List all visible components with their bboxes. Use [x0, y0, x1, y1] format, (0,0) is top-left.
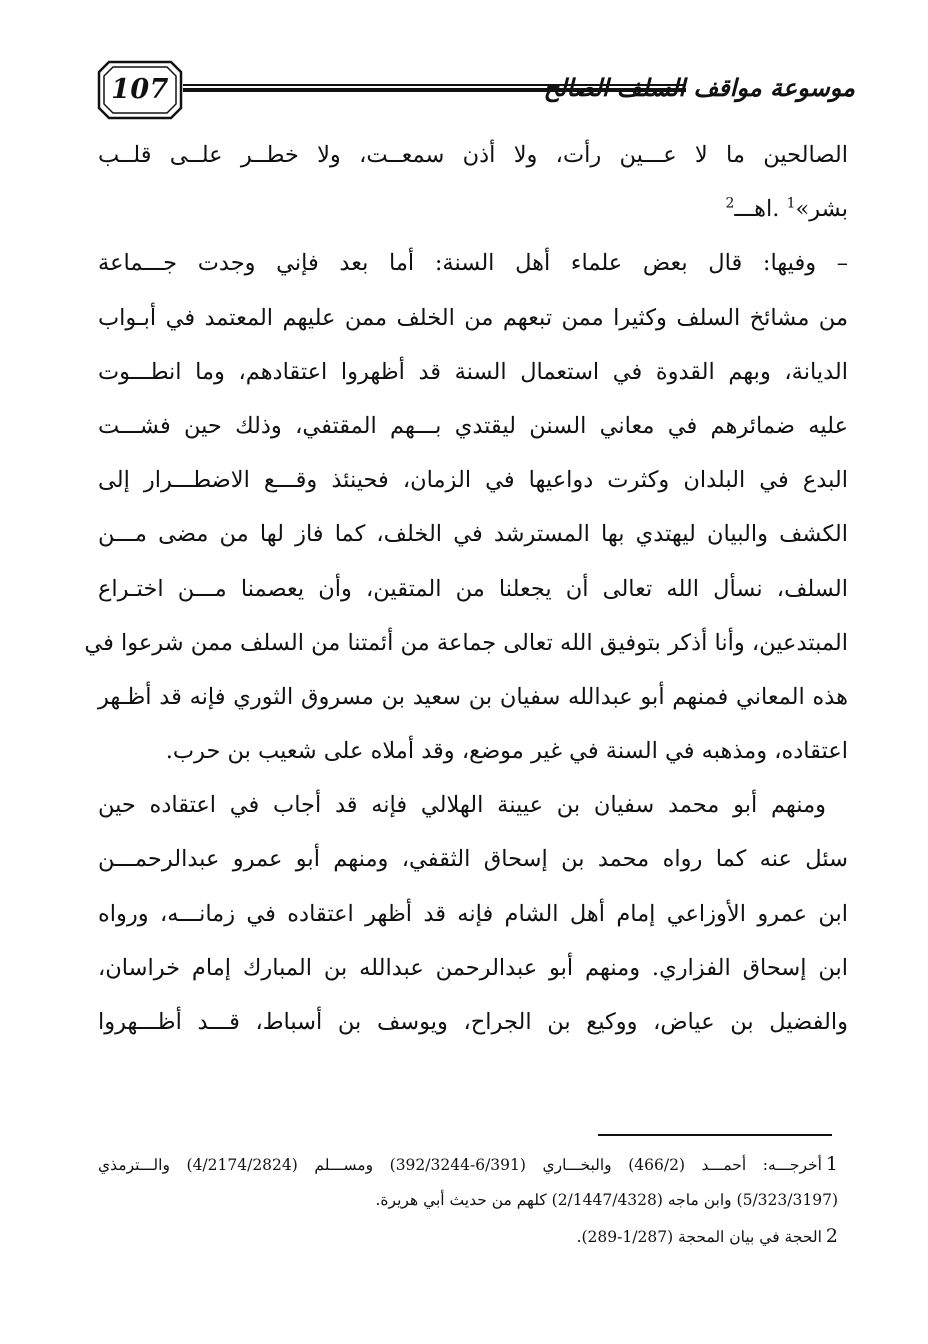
text-line: ابن إسحاق الفزاري. ومنهم أبو عبدالرحمن عبدالله بن المبارك إمام خراسان،	[98, 954, 848, 981]
footnote-1-text: أخرجـــه: أحمـــد (466/2) والبخـــاري (6/391-392/3244) ومســـلم (4/2174/2824) والـــترمذي	[98, 1156, 822, 1174]
text-line: السلف، نسأل الله تعالى أن يجعلنا من المتقين، وأن يعصمنا مـــن اختـراع	[98, 575, 848, 602]
footnote-2-text: الحجة في بيان المحجة (1/287-289).	[576, 1228, 822, 1246]
text-line: البدع في البلدان وكثرت دواعيها في الزمان، فحينئذ وقـــع الاضطـــرار إلى	[98, 467, 848, 494]
footnote-ref-1: 1	[786, 195, 796, 212]
footnote-1-number: 1	[825, 1153, 838, 1175]
text-line: هذه المعاني فمنهم أبو عبدالله سفيان بن سعيد بن مسروق الثوري فإنه قد أظـهر	[98, 683, 848, 710]
footnotes	[98, 1146, 838, 1254]
text-line: والفضيل بن عياض، ووكيع بن الجراح، ويوسف بن أسباط، قـــد أظـــهروا	[98, 1009, 848, 1035]
text-line: من مشائخ السلف وكثيرا ممن تبعهم من الخلف ممن عليهم المعتمد في أبـواب	[98, 304, 848, 331]
book-title: موسوعة مواقف السلف الصالح	[543, 73, 855, 102]
footnote-separator	[598, 1134, 832, 1136]
text-line: سئل عنه كما رواه محمد بن إسحاق الثقفي، ومنهم أبو عمرو عبدالرحمـــن	[98, 846, 848, 873]
text-line: الكشف والبيان ليهتدي بها المسترشد في الخلف، كما فاز لها من مضى مـــن	[98, 521, 848, 548]
footnote-ref-2: 2	[725, 195, 735, 212]
text-line: اعتقاده، ومذهبه في السنة في غير موضع، وقد أملاه على شعيب بن حرب.	[165, 738, 848, 765]
page-number: 107	[111, 74, 169, 105]
page-number-badge	[95, 58, 185, 122]
text-line: ومنهم أبو محمد سفيان بن عيينة الهلالي فإنه قد أجاب في اعتقاده حين	[98, 792, 826, 819]
text-line: عليه ضمائرهم في معاني السنن ليقتدي بـــهم المقتفي، وذلك حين فشـــت	[98, 412, 848, 439]
main-text	[84, 128, 848, 1049]
page-header	[95, 58, 855, 122]
text-line-end: .اهـــ	[734, 196, 780, 223]
text-line: ابن عمرو الأوزاعي إمام أهل الشام فإنه قد أظهر اعتقاده في زمانـــه، ورواه	[98, 900, 848, 927]
text-line: الصالحين ما لا عـــين رأت، ولا أذن سمعــت، ولا خطــر علــى قلــب	[98, 142, 848, 168]
text-line: الديانة، وبهم القدوة في استعمال السنة قد أظهروا اعتقادهم، وما انطـــوت	[98, 358, 848, 385]
footnote-1-line	[98, 1146, 838, 1182]
footnote-2-line	[98, 1218, 838, 1254]
text-line	[98, 182, 848, 236]
text-line: المبتدعين، وأنا أذكر بتوفيق الله تعالى جماعة من أئمتنا من السلف ممن شرعوا في	[84, 629, 848, 656]
footnote-1-continuation: (5/323/3197) وابن ماجه (2/1447/4328) كلهم من حديث أبي هريرة.	[375, 1191, 838, 1209]
text-line-start: بشر»	[795, 196, 848, 223]
text-line: – وفيها: قال بعض علماء أهل السنة: أما بعد فإني وجدت جـــماعة	[98, 250, 848, 277]
footnote-2-number: 2	[825, 1225, 838, 1247]
